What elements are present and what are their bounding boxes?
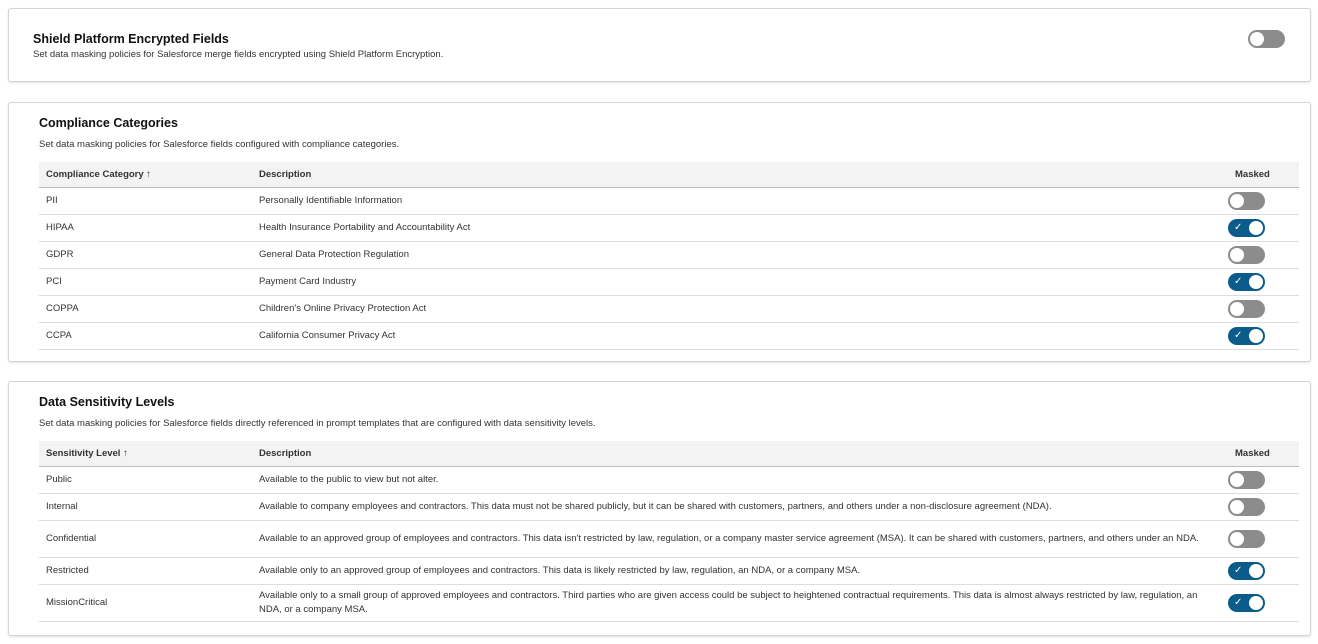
compliance-card — [8, 102, 1311, 362]
row-name: Public — [39, 466, 252, 493]
sensitivity-table — [39, 441, 1299, 622]
table-row — [39, 493, 1299, 520]
column-header-description: Description — [252, 441, 1228, 466]
check-icon: ✓ — [1234, 275, 1243, 287]
row-name: Internal — [39, 493, 252, 520]
compliance-table — [39, 162, 1299, 350]
table-row — [39, 187, 1299, 214]
sensitivity-subtitle: Set data masking policies for Salesforce fields directly referenced in prompt templates that are configured with data sensitivity levels. — [39, 418, 596, 429]
compliance-title: Compliance Categories — [39, 116, 178, 130]
row-name: PII — [39, 187, 252, 214]
row-description: General Data Protection Regulation — [252, 241, 1228, 268]
table-row — [39, 557, 1299, 584]
sensitivity-card — [8, 381, 1311, 636]
table-row — [39, 241, 1299, 268]
check-icon: ✓ — [1234, 221, 1243, 233]
masked-toggle[interactable] — [1228, 300, 1265, 318]
masked-toggle[interactable] — [1228, 498, 1265, 516]
table-row — [39, 268, 1299, 295]
row-description: Children's Online Privacy Protection Act — [252, 295, 1228, 322]
row-name: Restricted — [39, 557, 252, 584]
column-header-level[interactable]: Sensitivity Level ↑ — [39, 441, 252, 466]
row-name: GDPR — [39, 241, 252, 268]
masked-toggle[interactable] — [1228, 273, 1265, 291]
row-description: Available to the public to view but not alter. — [252, 466, 1228, 493]
masked-toggle[interactable] — [1228, 594, 1265, 612]
masked-toggle[interactable] — [1228, 530, 1265, 548]
check-icon: ✓ — [1234, 564, 1243, 576]
shield-subtitle: Set data masking policies for Salesforce merge fields encrypted using Shield Platform Encryption. — [33, 49, 444, 60]
compliance-subtitle: Set data masking policies for Salesforce fields configured with compliance categories. — [39, 139, 400, 150]
shield-card — [8, 8, 1311, 82]
column-header-masked: Masked — [1228, 441, 1299, 466]
sensitivity-title: Data Sensitivity Levels — [39, 395, 175, 409]
row-name: PCI — [39, 268, 252, 295]
row-description: Available only to a small group of approved employees and contractors. Third parties who are given access could be subject to heightened contractual requirements. This data is almost always restricted by law, regulation, an NDA, or a company MSA. — [252, 584, 1228, 621]
row-description: Payment Card Industry — [252, 268, 1228, 295]
row-name: MissionCritical — [39, 584, 252, 621]
column-header-masked: Masked — [1228, 162, 1299, 187]
table-row — [39, 466, 1299, 493]
masked-toggle[interactable] — [1228, 327, 1265, 345]
check-icon: ✓ — [1234, 329, 1243, 341]
row-description: Available to company employees and contractors. This data must not be shared publicly, but it can be shared with customers, partners, and others under a non-disclosure agreement (NDA). — [252, 493, 1228, 520]
table-row — [39, 584, 1299, 621]
table-row — [39, 520, 1299, 557]
row-description: Health Insurance Portability and Accountability Act — [252, 214, 1228, 241]
row-name: COPPA — [39, 295, 252, 322]
column-header-category[interactable]: Compliance Category ↑ — [39, 162, 252, 187]
row-description: California Consumer Privacy Act — [252, 322, 1228, 349]
shield-title: Shield Platform Encrypted Fields — [33, 32, 229, 46]
row-name: Confidential — [39, 520, 252, 557]
check-icon: ✓ — [1234, 596, 1243, 608]
masked-toggle[interactable] — [1228, 246, 1265, 264]
row-name: HIPAA — [39, 214, 252, 241]
table-row — [39, 322, 1299, 349]
row-name: CCPA — [39, 322, 252, 349]
masked-toggle[interactable] — [1228, 192, 1265, 210]
masked-toggle[interactable] — [1228, 471, 1265, 489]
row-description: Available to an approved group of employees and contractors. This data isn't restricted by law, regulation, or a company master service agreement (MSA). It can be shared with customers, partners, and others under an NDA. — [252, 520, 1228, 557]
row-description: Personally Identifiable Information — [252, 187, 1228, 214]
column-header-description: Description — [252, 162, 1228, 187]
masked-toggle[interactable] — [1228, 219, 1265, 237]
masked-toggle[interactable] — [1228, 562, 1265, 580]
shield-toggle[interactable] — [1248, 30, 1285, 48]
table-row — [39, 214, 1299, 241]
table-row — [39, 295, 1299, 322]
row-description: Available only to an approved group of employees and contractors. This data is likely restricted by law, regulation, an NDA, or a company MSA. — [252, 557, 1228, 584]
